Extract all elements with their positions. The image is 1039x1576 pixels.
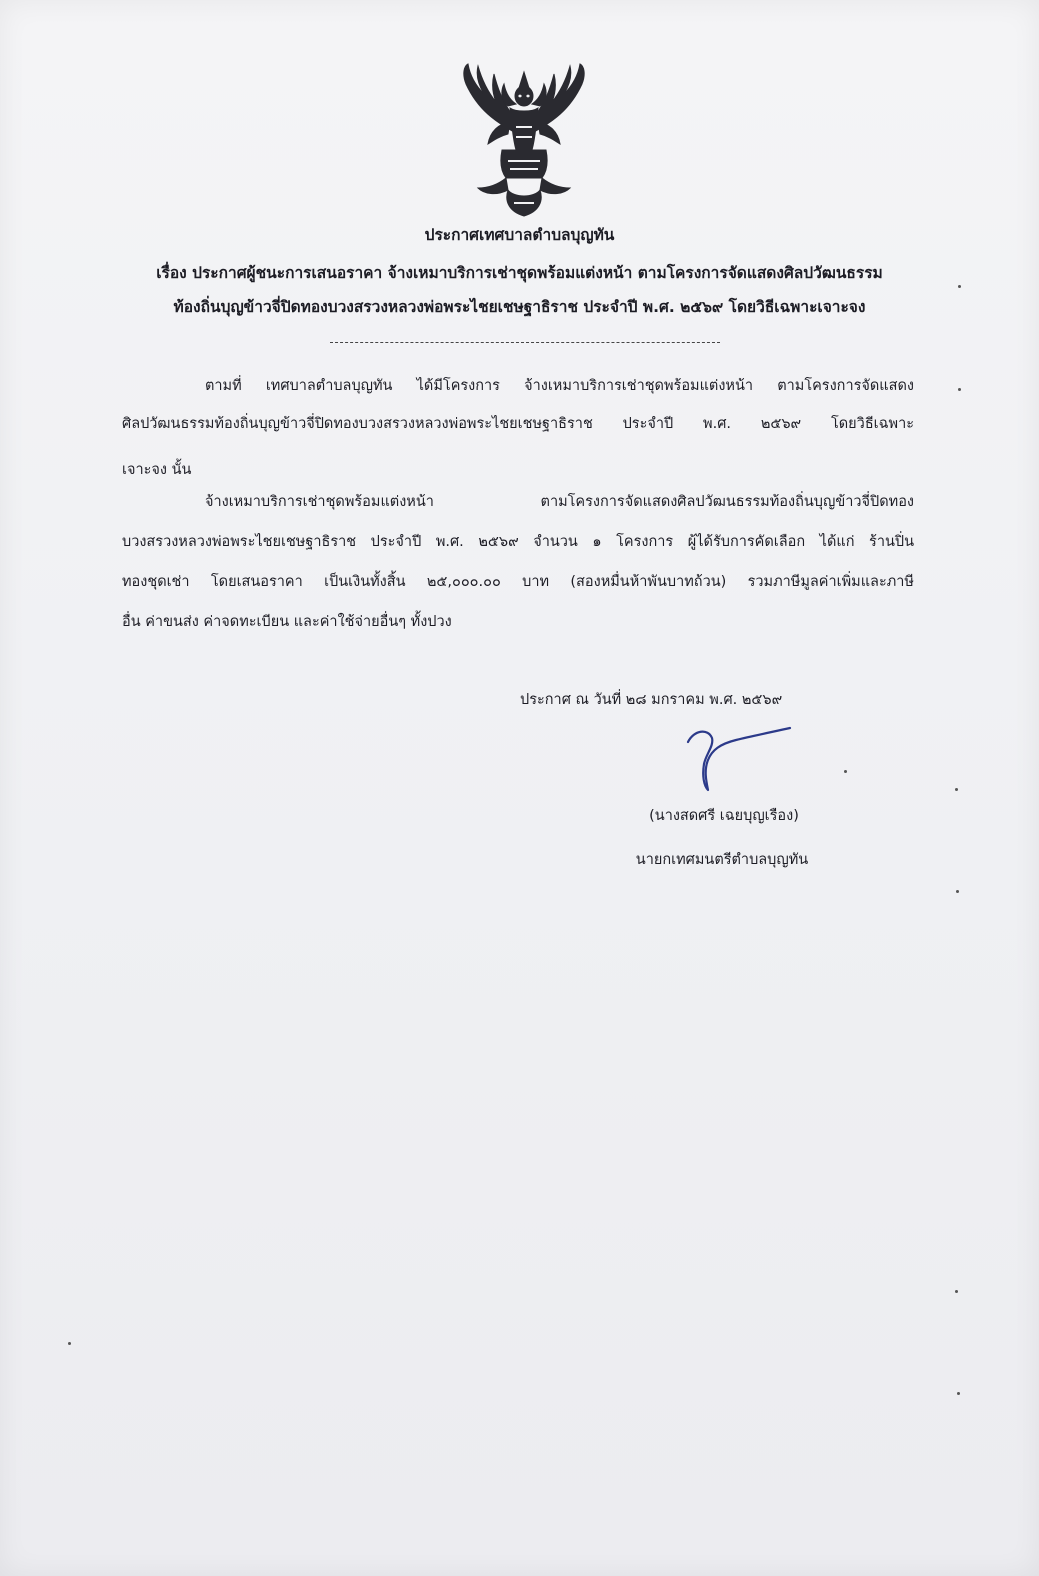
scan-speck	[955, 1290, 958, 1293]
paragraph-1-line-2: ศิลปวัฒนธรรมท้องถิ่นบุญข้าวจี่ปิดทองบวงสรวงหลวงพ่อพระไชยเชษฐาธิราช ประจำปี พ.ศ. ๒๕๖๙ โดยวิธีเฉพาะ	[122, 416, 914, 432]
separator-rule	[330, 342, 720, 343]
paragraph-2-line-4: อื่น ค่าขนส่ง ค่าจดทะเบียน และค่าใช้จ่ายอื่นๆ ทั้งปวง	[122, 614, 452, 630]
paragraph-2-line-2: บวงสรวงหลวงพ่อพระไชยเชษฐาธิราช ประจำปี พ.ศ. ๒๕๖๙ จำนวน ๑ โครงการ ผู้ได้รับการคัดเลือก ได้แก่ ร้านปิ่น	[122, 534, 914, 550]
paragraph-1-line-3: เจาะจง นั้น	[122, 462, 192, 478]
subject-line-2: ท้องถิ่นบุญข้าวจี่ปิดทองบวงสรวงหลวงพ่อพระไชยเชษฐาธิราช ประจำปี พ.ศ. ๒๕๖๙ โดยวิธีเฉพาะเจาะจง	[173, 298, 866, 316]
scan-speck	[955, 788, 958, 791]
signer-title: นายกเทศมนตรีตำบลบุญทัน	[635, 852, 809, 868]
paragraph-2-line-3: ทองชุดเช่า โดยเสนอราคา เป็นเงินทั้งสิ้น ๒๕,๐๐๐.๐๐ บาท (สองหมื่นห้าพันบาทถ้วน) รวมภาษีมูลค่าเพิ่มและภาษี	[122, 574, 914, 590]
garuda-emblem-icon	[456, 62, 592, 218]
scan-speck	[956, 890, 959, 893]
document-heading: ประกาศเทศบาลตำบลบุญทัน	[424, 226, 615, 244]
scan-speck	[958, 285, 961, 288]
scan-speck	[68, 1342, 71, 1345]
subject-line-1: เรื่อง ประกาศผู้ชนะการเสนอราคา จ้างเหมาบริการเช่าชุดพร้อมแต่งหน้า ตามโครงการจัดแสดงศิลปวัฒนธรรม	[156, 264, 883, 282]
paragraph-1-line-1: ตามที่ เทศบาลตำบลบุญทัน ได้มีโครงการ จ้างเหมาบริการเช่าชุดพร้อมแต่งหน้า ตามโครงการจัดแสดง	[205, 378, 914, 394]
announcement-date: ประกาศ ณ วันที่ ๒๘ มกราคม พ.ศ. ๒๕๖๙	[520, 692, 783, 708]
scan-speck	[844, 770, 847, 773]
scan-speck	[958, 388, 961, 391]
handwritten-signature	[676, 724, 796, 796]
scan-speck	[957, 1392, 960, 1395]
paragraph-2-line-1: จ้างเหมาบริการเช่าชุดพร้อมแต่งหน้า ตามโครงการจัดแสดงศิลปวัฒนธรรมท้องถิ่นบุญข้าวจี่ปิดทอง	[205, 494, 914, 510]
signer-name: (นางสดศรี เฉยบุญเรือง)	[649, 808, 799, 824]
